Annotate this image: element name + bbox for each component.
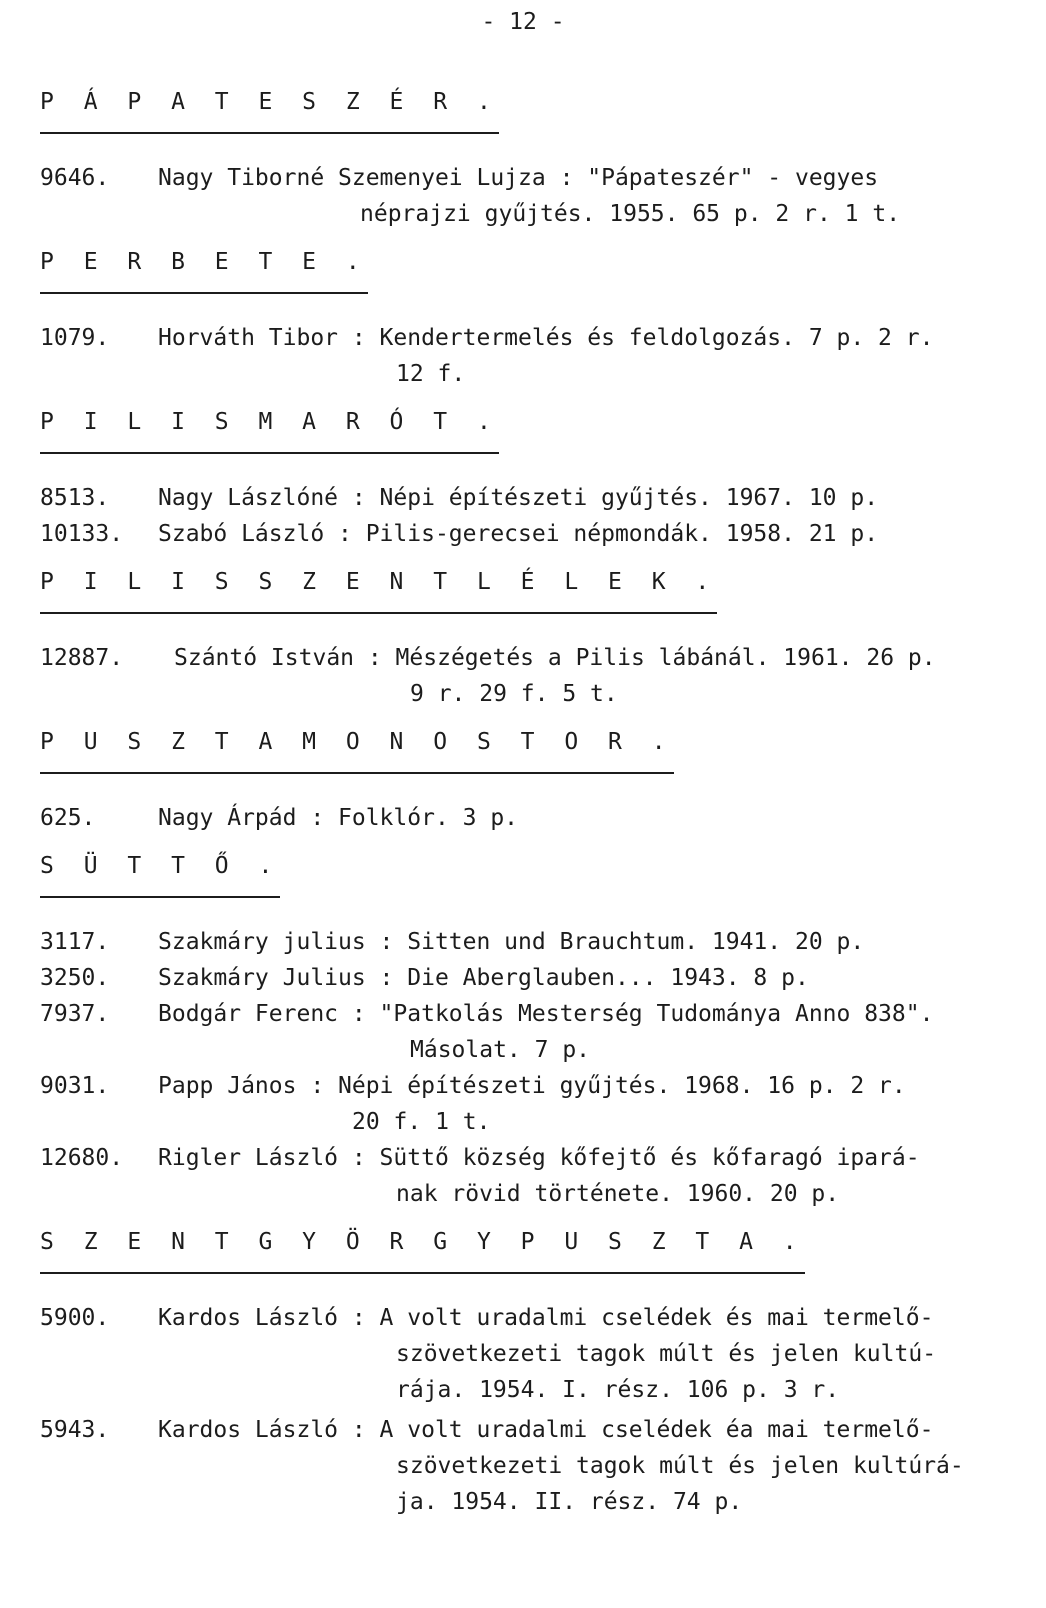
catalog-entry <box>40 1300 1020 1408</box>
catalog-entry <box>40 480 1020 516</box>
catalog-entry <box>40 1068 1020 1140</box>
entry-text: Rigler László : Süttő község kőfejtő és kőfaragó ipará- <box>158 1145 920 1171</box>
entry-text-block <box>158 1412 1020 1520</box>
entry-continuation: Másolat. 7 p. <box>410 1037 591 1063</box>
entry-continuation: rája. 1954. I. rész. 106 p. 3 r. <box>396 1377 840 1403</box>
entry-continuation: ja. 1954. II. rész. 74 p. <box>396 1489 743 1515</box>
catalog-entry <box>40 640 1020 712</box>
entry-text: Papp János : Népi építészeti gyűjtés. 1968. 16 p. 2 r. <box>158 1073 906 1099</box>
entry-text: Horváth Tibor : Kendertermelés és feldolgozás. 7 p. 2 r. <box>158 325 934 351</box>
entry-number: 625. <box>40 805 96 831</box>
entry-text-block <box>174 640 1020 712</box>
section-papateszer <box>40 84 1020 232</box>
entry-text: Kardos László : A volt uradalmi cselédek és mai termelő- <box>158 1305 934 1331</box>
catalog-entry <box>40 516 1020 552</box>
entry-text: Bodgár Ferenc : "Patkolás Mesterség Tudománya Anno 838". <box>158 1001 934 1027</box>
section-pilismarot <box>40 404 1020 552</box>
entry-text-block <box>158 320 1020 392</box>
entry-number: 3250. <box>40 965 110 991</box>
section-heading: S Z E N T G Y Ö R G Y P U S Z T A . <box>40 1224 805 1274</box>
page-number: - 12 - <box>481 9 565 35</box>
section-heading: P Á P A T E S Z É R . <box>40 84 499 134</box>
section-szentgyorgypuszta <box>40 1224 1020 1520</box>
entry-text: Szakmáry Julius : Die Aberglauben... 1943. 8 p. <box>158 965 809 991</box>
entry-text-block <box>158 1140 1020 1212</box>
entry-text: Szántó István : Mészégetés a Pilis lábánál. 1961. 26 p. <box>174 645 936 671</box>
entry-number: 3117. <box>40 929 110 955</box>
entry-number: 12680. <box>40 1145 124 1171</box>
entry-number: 5900. <box>40 1305 110 1331</box>
entry-text-block <box>158 996 1020 1068</box>
catalog-content <box>40 84 1020 1532</box>
section-perbete <box>40 244 1020 392</box>
entry-continuation: 12 f. <box>396 361 466 387</box>
section-pusztamonostor <box>40 724 1020 836</box>
entry-text: Szabó László : Pilis-gerecsei népmondák. 1958. 21 p. <box>158 521 879 547</box>
section-sutto <box>40 848 1020 1212</box>
entry-continuation: szövetkezeti tagok múlt és jelen kultú- <box>396 1341 937 1367</box>
entry-continuation: 20 f. 1 t. <box>352 1109 491 1135</box>
entry-text: Nagy Lászlóné : Népi építészeti gyűjtés. 1967. 10 p. <box>158 485 879 511</box>
catalog-entry <box>40 160 1020 232</box>
entry-number: 12887. <box>40 645 124 671</box>
catalog-entry <box>40 320 1020 392</box>
entry-text: Kardos László : A volt uradalmi cselédek éa mai termelő- <box>158 1417 934 1443</box>
catalog-entry <box>40 800 1020 836</box>
entry-continuation: szövetkezeti tagok múlt és jelen kultúrá- <box>396 1453 964 1479</box>
section-heading: P E R B E T E . <box>40 244 368 294</box>
entry-text-block <box>158 1068 1020 1140</box>
entry-number: 9646. <box>40 165 110 191</box>
section-pilisszentlelek <box>40 564 1020 712</box>
catalog-entry <box>40 960 1020 996</box>
section-heading: P U S Z T A M O N O S T O R . <box>40 724 674 774</box>
entry-number: 7937. <box>40 1001 110 1027</box>
entry-text-block <box>158 1300 1020 1408</box>
entry-number: 10133. <box>40 521 124 547</box>
catalog-entry <box>40 1412 1020 1520</box>
section-heading: P I L I S S Z E N T L É L E K . <box>40 564 717 614</box>
entry-text: Nagy Tiborné Szemenyei Lujza : "Pápateszér" - vegyes <box>158 165 879 191</box>
entry-text: Szakmáry julius : Sitten und Brauchtum. 1941. 20 p. <box>158 929 865 955</box>
entry-number: 1079. <box>40 325 110 351</box>
catalog-entry <box>40 996 1020 1068</box>
entry-continuation: nak rövid története. 1960. 20 p. <box>396 1181 840 1207</box>
entry-number: 5943. <box>40 1417 110 1443</box>
entry-text: Nagy Árpád : Folklór. 3 p. <box>158 805 519 831</box>
section-heading: S Ü T T Ő . <box>40 848 280 898</box>
entry-text-block <box>158 160 1020 232</box>
catalog-entry <box>40 924 1020 960</box>
catalog-entry <box>40 1140 1020 1212</box>
entry-number: 8513. <box>40 485 110 511</box>
entry-number: 9031. <box>40 1073 110 1099</box>
section-heading: P I L I S M A R Ó T . <box>40 404 499 454</box>
entry-continuation: 9 r. 29 f. 5 t. <box>410 681 618 707</box>
entry-continuation: néprajzi gyűjtés. 1955. 65 p. 2 r. 1 t. <box>360 201 901 227</box>
